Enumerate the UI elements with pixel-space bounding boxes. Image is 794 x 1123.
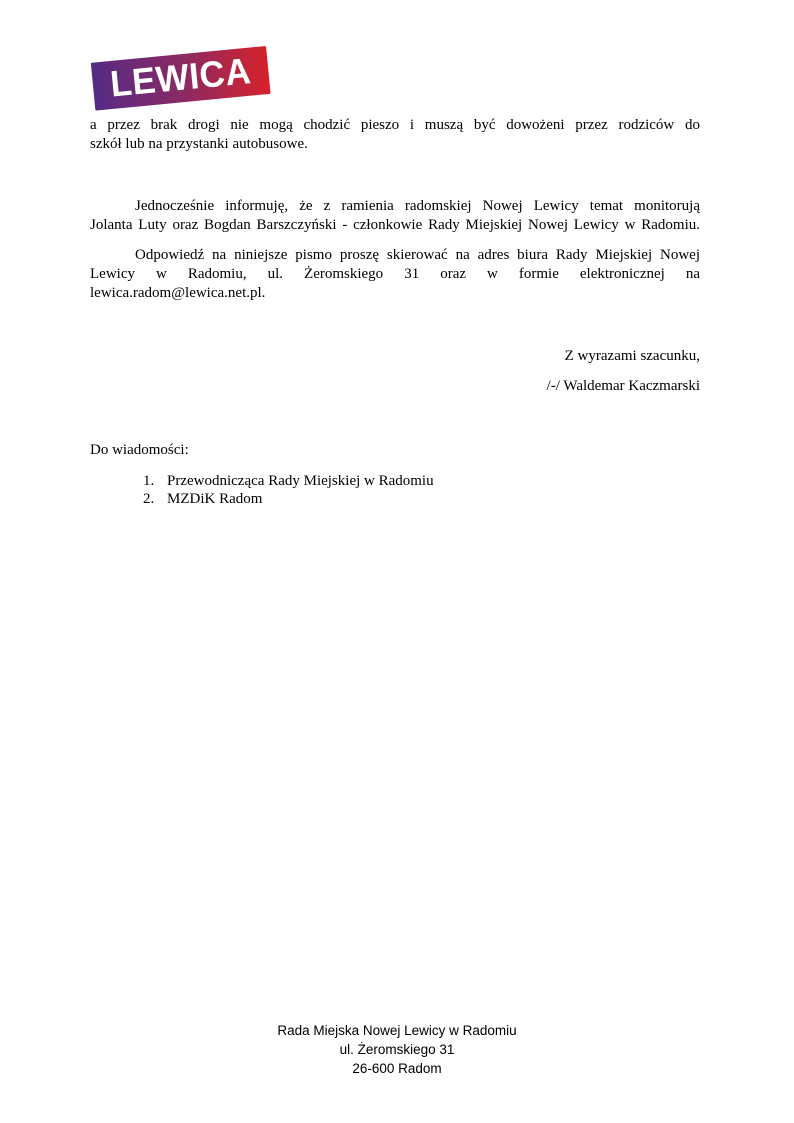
cc-heading: Do wiadomości: — [90, 442, 189, 458]
body-line: Odpowiedź na niniejsze pismo proszę skierować na adres biura Rady Miejskiej Nowej — [135, 247, 700, 263]
cc-item-1-number: 1. — [143, 473, 155, 489]
closing-salutation: Z wyrazami szacunku, — [564, 348, 700, 364]
footer-line-city: 26-600 Radom — [352, 1061, 442, 1076]
body-paragraph-1 — [90, 116, 700, 154]
footer-line-org: Rada Miejska Nowej Lewicy w Radomiu — [277, 1023, 517, 1038]
cc-item-2-label: MZDiK Radom — [167, 491, 263, 507]
body-line: Jolanta Luty oraz Bogdan Barszczyński - członkowie Rady Miejskiej Nowej Lewicy w Radomiu. — [90, 217, 700, 233]
cc-item-1-label: Przewodnicząca Rady Miejskiej w Radomiu — [167, 473, 434, 489]
body-line-email: lewica.radom@lewica.net.pl. — [90, 285, 266, 301]
body-paragraph-3 — [90, 246, 700, 303]
lewica-logo-text: LEWICA — [108, 50, 253, 105]
cc-item-2 — [143, 490, 434, 508]
body-line: Lewicy w Radomiu, ul. Żeromskiego 31 oraz w formie elektronicznej na — [90, 266, 700, 282]
body-line: szkół lub na przystanki autobusowe. — [90, 136, 308, 152]
body-line: Jednocześnie informuję, że z ramienia radomskiej Nowej Lewicy temat monitorują — [135, 198, 700, 214]
body-paragraph-2 — [90, 197, 700, 235]
closing-block — [90, 347, 700, 396]
cc-item-2-number: 2. — [143, 491, 155, 507]
footer-address — [0, 1021, 794, 1078]
cc-item-1 — [143, 472, 434, 490]
signature-line: /-/ Waldemar Kaczmarski — [546, 378, 700, 394]
lewica-logo — [91, 46, 271, 111]
body-line: a przez brak drogi nie mogą chodzić pieszo i muszą być dowożeni przez rodziców do — [90, 117, 700, 133]
footer-line-street: ul. Żeromskiego 31 — [339, 1042, 455, 1057]
cc-list — [143, 472, 434, 508]
